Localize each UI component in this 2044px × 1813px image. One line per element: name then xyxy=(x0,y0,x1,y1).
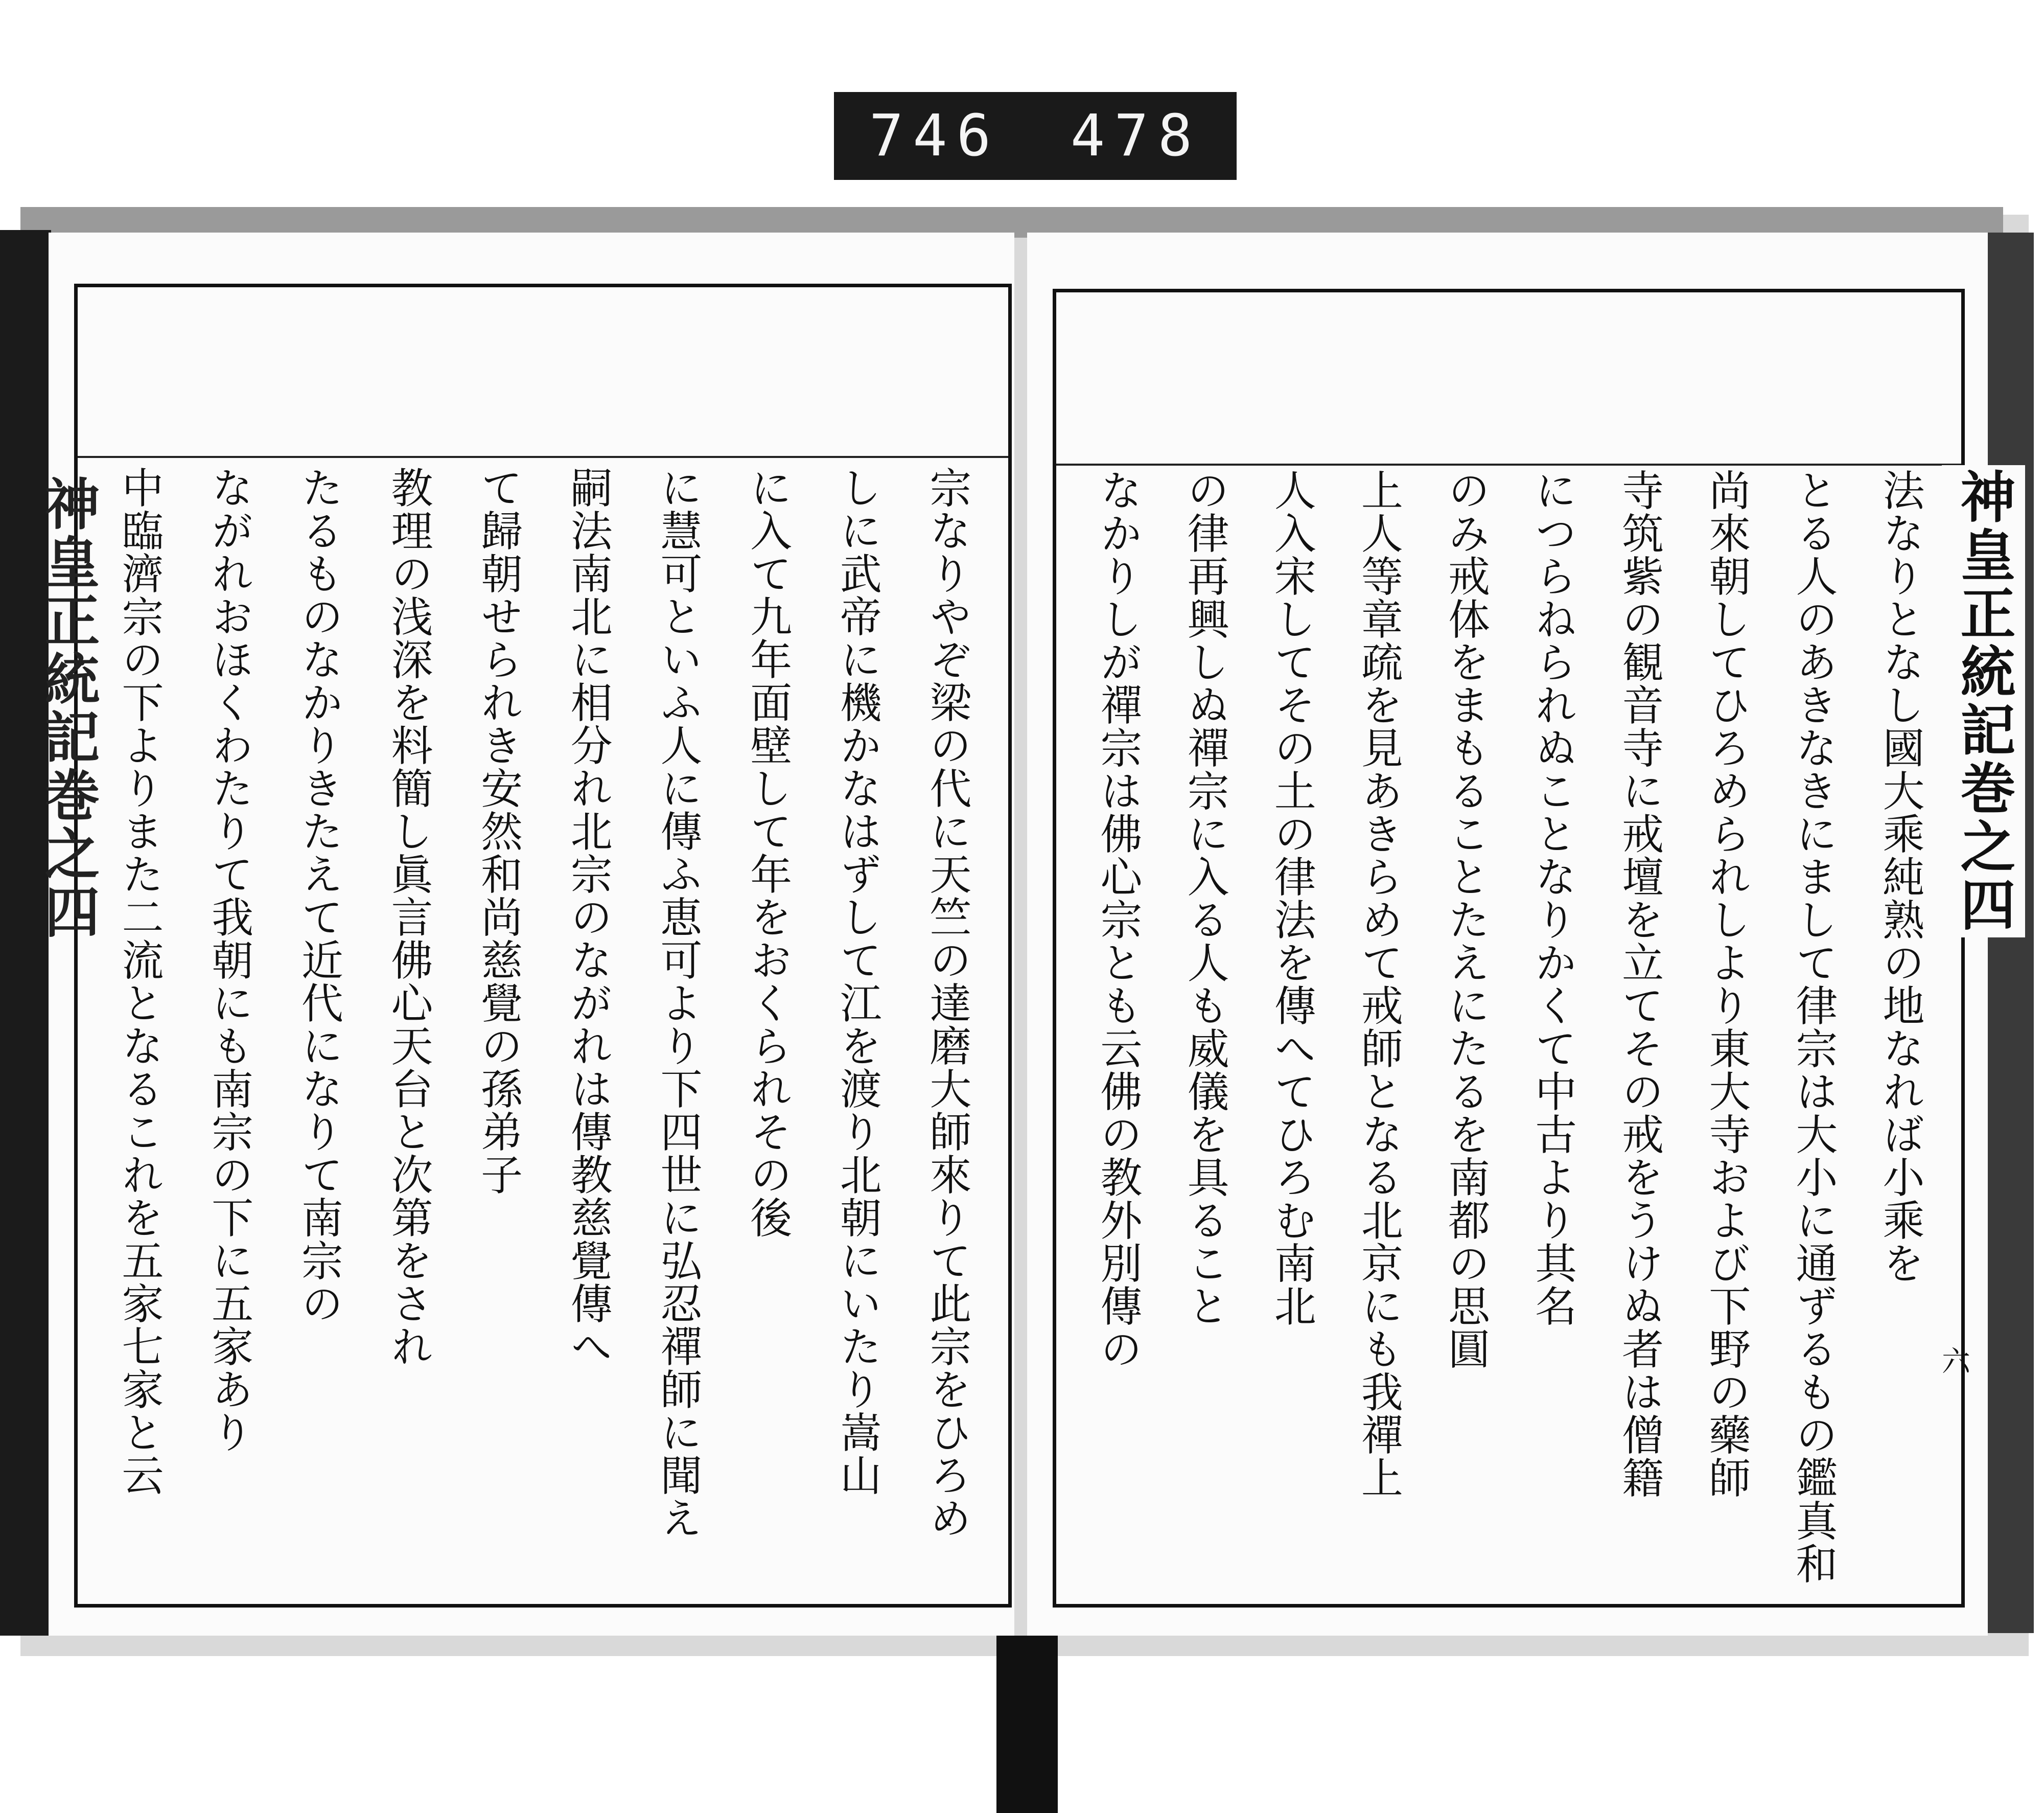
left-text-area xyxy=(98,466,988,1589)
left-side-title: 神皇正統記巻之四 xyxy=(35,475,100,942)
left-column-7: 教理の浅深を料簡し眞言佛心天台と次第をされ xyxy=(384,466,433,1368)
right-page-frame xyxy=(1053,289,1965,1608)
right-column-4: 寺筑紫の観音寺に戒壇を立てその戒をうけぬ者は僧籍 xyxy=(1615,469,1664,1499)
right-text-area xyxy=(1077,469,1941,1589)
right-column-7: 上人等章疏を見あきらめて戒師となる北京にも我禪上 xyxy=(1354,469,1403,1499)
folio-number: 六 xyxy=(1942,1345,1970,1379)
left-column-8: たるものなかりきたえて近代になりて南宗の xyxy=(294,466,343,1325)
catalog-number-left: 746 xyxy=(869,103,1001,169)
right-column-2: とる人のあきなきにまして律宗は大小に通ずるもの鑑真和 xyxy=(1788,469,1838,1585)
right-column-10: なかりしが禪宗は佛心宗とも云佛の教外別傳の xyxy=(1094,469,1142,1370)
right-column-6: のみ戒体をまもることたえにたるを南都の思圓 xyxy=(1441,469,1490,1370)
left-column-10: 中臨濟宗の下よりまた二流となるこれを五家七家と云 xyxy=(115,466,164,1497)
left-column-5: 嗣法南北に相分れ北宗のながれは傳教慈覺傳へ xyxy=(564,466,613,1368)
left-column-4: に慧可といふ人に傳ふ恵可より下四世に弘忍禪師に聞え xyxy=(653,466,702,1540)
right-column-3: 尚來朝してひろめられしより東大寺および下野の藥師 xyxy=(1702,469,1751,1499)
left-column-2: しに武帝に機かなはずして江を渡り北朝にいたり嵩山 xyxy=(833,466,882,1497)
catalog-label xyxy=(834,92,1237,180)
right-side-title: 神皇正統記巻之四 xyxy=(1942,465,2025,937)
right-column-5: につらねられぬことなりかくて中古より其名 xyxy=(1528,469,1577,1327)
catalog-number-right: 478 xyxy=(1070,103,1202,169)
right-column-8: 人入宋してその土の律法を傳へてひろむ南北 xyxy=(1267,469,1316,1327)
right-page xyxy=(1027,233,1988,1636)
left-page-frame xyxy=(74,284,1012,1608)
left-column-9: ながれおほくわたりて我朝にも南宗の下に五家あり xyxy=(204,466,253,1454)
left-column-1: 宗なりやぞ梁の代に天竺の達磨大師來りて此宗をひろめ xyxy=(922,466,971,1540)
right-header-rule xyxy=(1056,464,1961,466)
left-header-rule xyxy=(78,456,1008,458)
right-column-1: 法なりとなし國大乘純熟の地なれば小乘を xyxy=(1875,469,1924,1284)
right-column-9: の律再興しぬ禪宗に入る人も威儀を具ること xyxy=(1180,469,1229,1327)
spine-tab xyxy=(996,1636,1058,1813)
left-column-3: に入て九年面壁して年をおくられその後 xyxy=(743,466,792,1239)
left-page xyxy=(49,233,1014,1636)
left-column-6: て歸朝せられき安然和尚慈覺の孫弟子 xyxy=(474,466,523,1196)
